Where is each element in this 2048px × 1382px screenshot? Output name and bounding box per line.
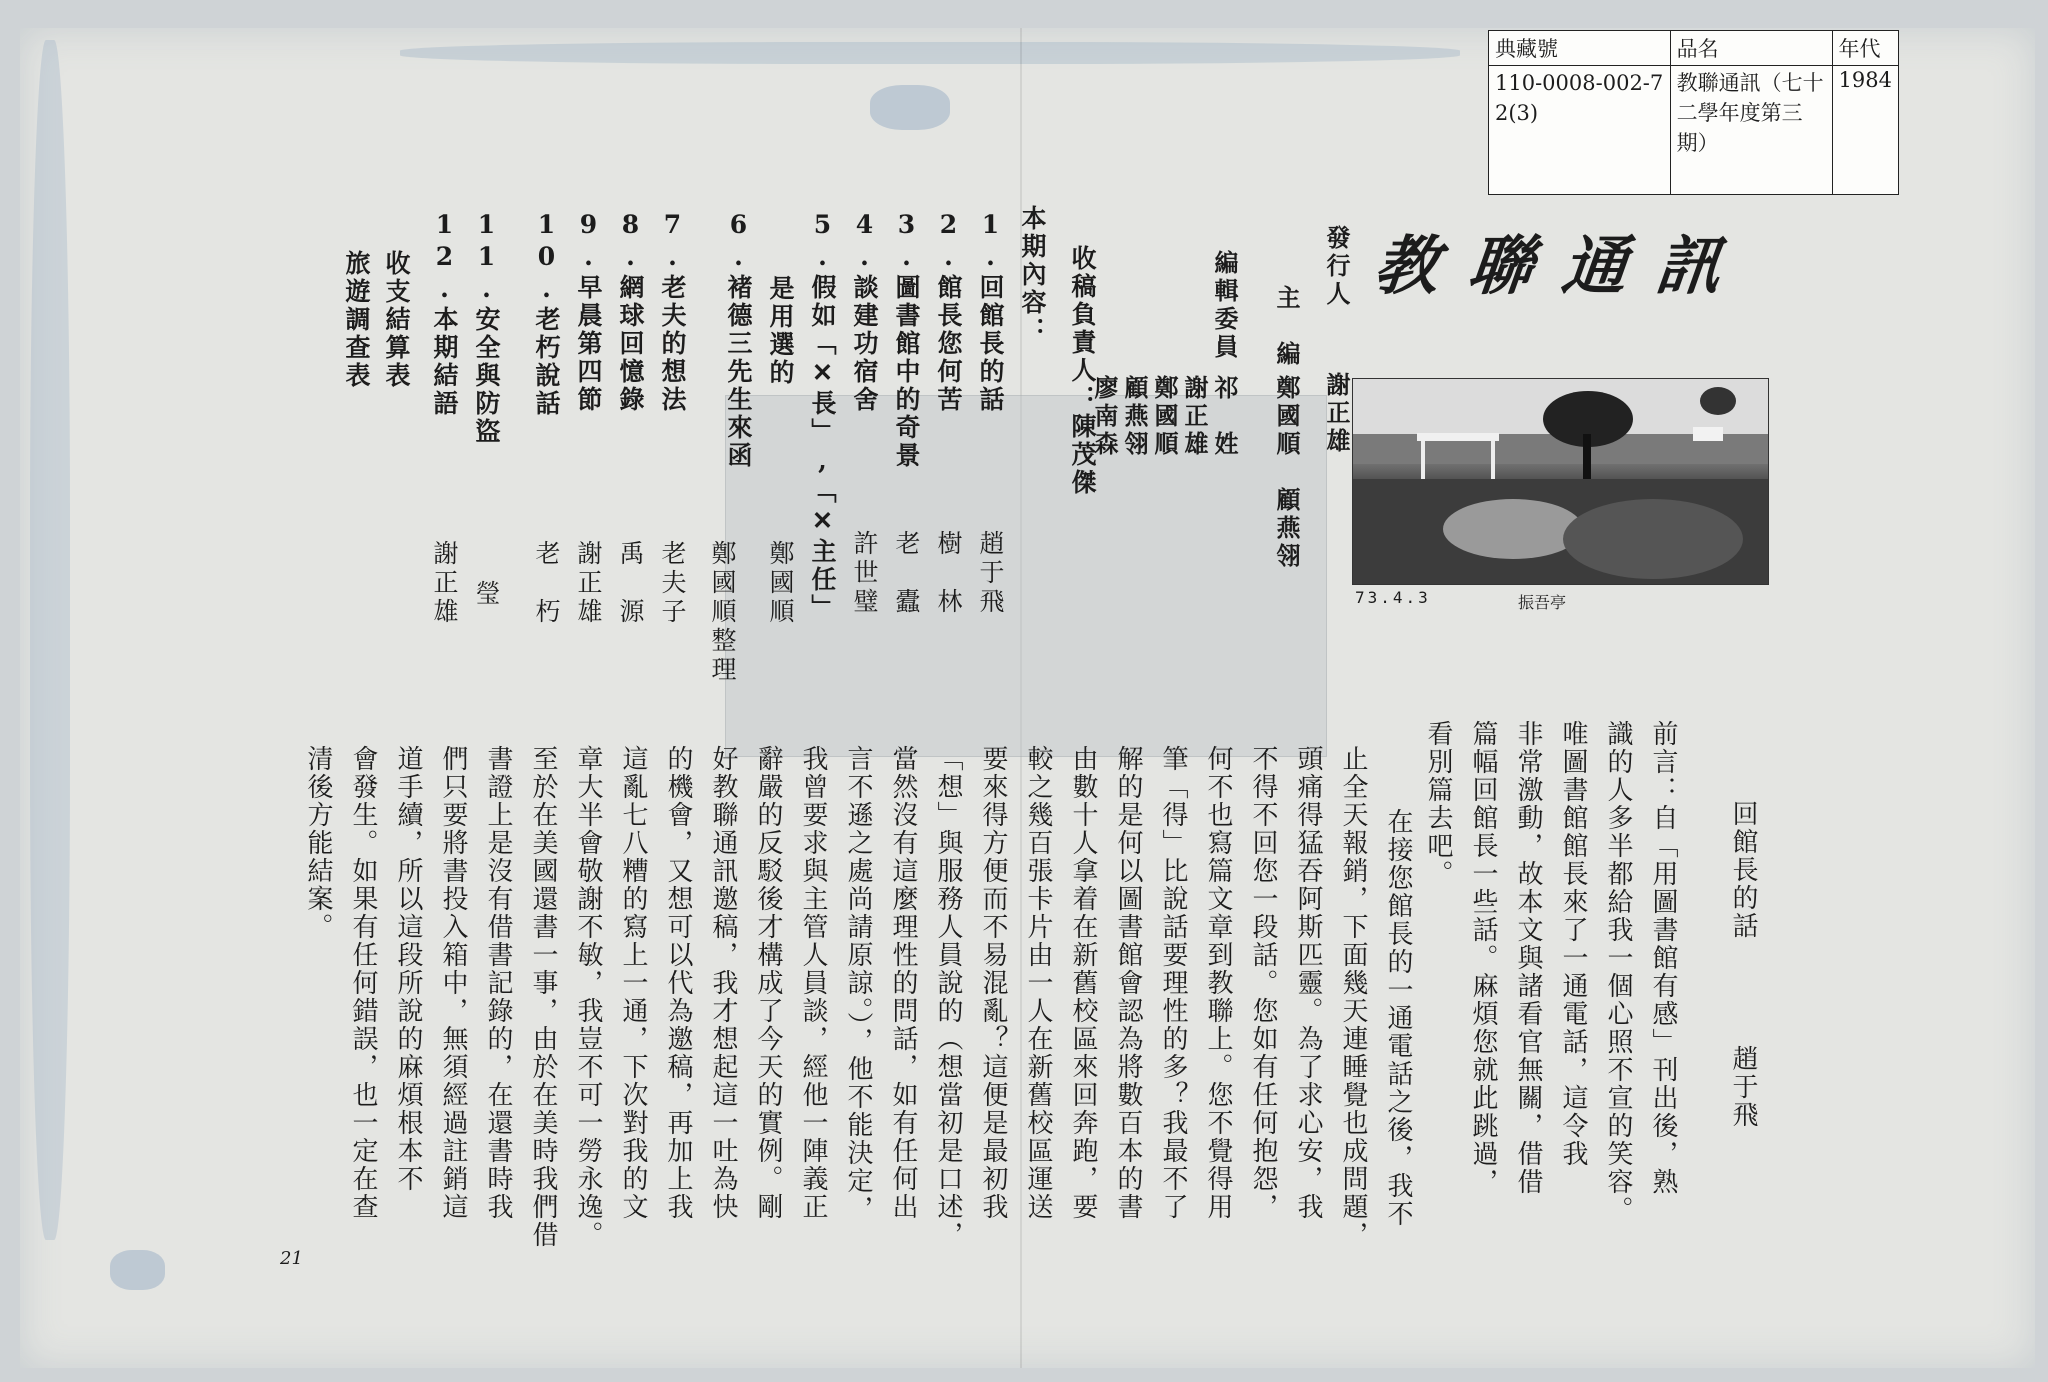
toc-item: 6.褚德三先生來函 [724, 210, 753, 470]
catalog-header-year: 年代 [1832, 31, 1898, 66]
toc-item: 9.早晨第四節 [574, 210, 603, 414]
toc-item: 收支結算表 [382, 250, 411, 390]
editor-label: 主 編 [1272, 285, 1301, 369]
toc-item: 7.老夫的想法 [658, 210, 687, 414]
publisher-name: 謝正雄 [1322, 372, 1351, 456]
article-author: 趙于飛 [1728, 1045, 1758, 1129]
body-line: 在接您館長的一通電話之後，我不 [1383, 780, 1413, 1228]
body-line: 當然沒有這麼理性的問話，如有任何出 [888, 745, 918, 1221]
body-line: 至於在美國還書一事，由於在美時我們借 [528, 745, 558, 1249]
body-line: 頭痛得猛吞阿斯匹靈。為了求心安，我 [1293, 745, 1323, 1221]
toc-author: 鄭國順整理 [708, 540, 737, 685]
toc-author: 老 朽 [532, 540, 561, 627]
toc-author: 老夫子 [658, 540, 687, 627]
body-line: 這亂七八糟的寫上一通，下次對我的文 [618, 745, 648, 1221]
toc-author: 謝正雄 [430, 540, 459, 627]
toc-author: 許世璧 [850, 530, 879, 617]
body-line: 道手續，所以這段所說的麻煩根本不 [393, 745, 423, 1193]
newsletter-title: 教聯通訊 [1370, 229, 1755, 304]
catalog-header-name: 品名 [1670, 31, 1832, 66]
toc-item: 4.談建功宿舍 [850, 210, 879, 414]
body-line: 解的是何以圖書館會認為將數百本的書 [1113, 745, 1143, 1221]
body-line: 我曾要求與主管人員談，經他一陣義正 [798, 745, 828, 1221]
toc-item: 10.老朽說話 [532, 210, 561, 418]
preface-line: 看別篇去吧。 [1423, 720, 1453, 888]
toc-author: 趙于飛 [976, 530, 1005, 617]
body-line: 筆「得」比說話要理性的多？我最不了 [1158, 745, 1188, 1221]
catalog-year: 1984 [1832, 66, 1898, 195]
toc-item: 是用選的 [766, 275, 795, 387]
body-line: 止全天報銷，下面幾天連睡覺也成問題， [1338, 745, 1368, 1249]
submission-contact: 收稿負責人：陳茂傑 [1068, 245, 1097, 497]
committee-label: 編輯委員 [1210, 250, 1239, 362]
water-stain [30, 40, 70, 1240]
body-line: 章大半會敬謝不敏，我豈不可一勞永逸。 [573, 745, 603, 1249]
water-stain [870, 85, 950, 130]
body-line: 好教聯通訊邀稿，我才想起這一吐為快 [708, 745, 738, 1221]
committee-member: 廖南森 [1090, 375, 1119, 459]
toc-author: 樹 林 [934, 530, 963, 617]
water-stain [400, 42, 1460, 64]
body-line: 辭嚴的反駁後才構成了今天的實例。剛 [753, 745, 783, 1221]
body-line: 的機會，又想可以代為邀稿，再加上我 [663, 745, 693, 1221]
toc-item: 旅遊調查表 [342, 250, 371, 390]
toc-item: 12.本期結語 [430, 210, 459, 418]
body-line: 清後方能結案。 [303, 745, 333, 941]
preface-line: 篇幅回館長一些話。麻煩您就此跳過， [1468, 720, 1498, 1196]
body-line: 言不遜之處尚請原諒。），他不能決定， [843, 745, 873, 1223]
preface-line: 前言：自「用圖書館有感」刊出後，熟 [1648, 720, 1678, 1196]
body-line: 「想」與服務人員說的（想當初是口述， [933, 745, 963, 1249]
toc-author: 謝正雄 [574, 540, 603, 627]
committee-member: 謝正雄 [1180, 375, 1209, 459]
preface-line: 唯圖書館館長來了一通電話，這令我 [1558, 720, 1588, 1168]
body-line: 何不也寫篇文章到教聯上。您不覺得用 [1203, 745, 1233, 1221]
preface-line: 非常激動，故本文與諸看官無關，借借 [1513, 720, 1543, 1196]
catalog-header-id: 典藏號 [1489, 31, 1671, 66]
toc-author: 鄭國順 [766, 540, 795, 627]
preface-line: 識的人多半都給我一個心照不宣的笑容。 [1603, 720, 1633, 1224]
toc-item: 1.回館長的話 [976, 210, 1005, 414]
toc-item: 3.圖書館中的奇景 [892, 210, 921, 470]
photo-caption: 振吾亭 [1518, 593, 1567, 612]
toc-heading: 本期內容： [1018, 205, 1047, 345]
committee-member: 顧燕翎 [1120, 375, 1149, 459]
pavilion-photo [1352, 378, 1769, 585]
publisher-label: 發行人 [1322, 225, 1351, 309]
article-title: 回館長的話 [1728, 800, 1758, 940]
page-number: 21 [280, 1248, 303, 1269]
water-stain [110, 1250, 165, 1290]
body-line: 不得不回您一段話。您如有任何抱怨， [1248, 745, 1278, 1221]
photo-date: 73.4.3 [1355, 588, 1431, 607]
body-line: 會發生。如果有任何錯誤，也一定在查 [348, 745, 378, 1221]
body-line: 要來得方便而不易混亂？這便是最初我 [978, 745, 1008, 1221]
body-line: 書證上是沒有借書記錄的，在還書時我 [483, 745, 513, 1221]
committee-member: 鄭國順 [1150, 375, 1179, 459]
body-line: 由數十人拿着在新舊校區來回奔跑，要 [1068, 745, 1098, 1221]
catalog-label [1488, 30, 1899, 195]
body-line: 們只要將書投入箱中，無須經過註銷這 [438, 745, 468, 1221]
toc-item: 5.假如「✕長」,「✕主任」 [808, 210, 837, 622]
catalog-name: 教聯通訊（七十二學年度第三期） [1670, 66, 1832, 195]
body-line: 較之幾百張卡片由一人在新舊校區運送 [1023, 745, 1053, 1221]
toc-item: 2.館長您何苦 [934, 210, 963, 414]
toc-author: 瑩 [472, 580, 501, 609]
committee-member: 祁 姓 [1210, 375, 1239, 459]
catalog-id: 110-0008-002-72(3) [1489, 66, 1671, 195]
editor-names: 鄭國順 顧燕翎 [1272, 375, 1301, 571]
toc-author: 禹 源 [616, 540, 645, 627]
toc-item: 8.網球回憶錄 [616, 210, 645, 414]
toc-author: 老 蠹 [892, 530, 921, 617]
toc-item: 11.安全與防盜 [472, 210, 501, 446]
